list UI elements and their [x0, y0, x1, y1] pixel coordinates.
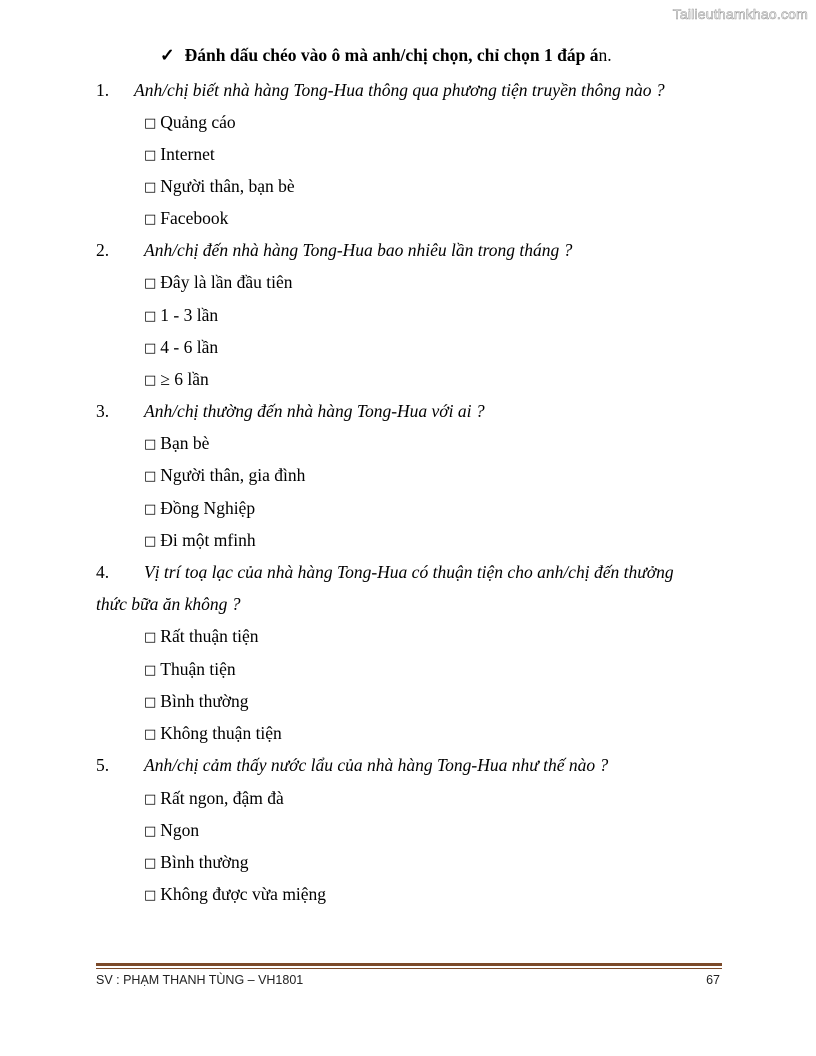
option-label: Rất ngon, đậm đà: [160, 788, 284, 808]
checkbox-icon[interactable]: □: [144, 148, 157, 163]
checkbox-icon[interactable]: □: [144, 792, 157, 807]
footer-divider-thin: [96, 968, 722, 969]
instruction-tail: n.: [598, 45, 612, 65]
checkbox-icon[interactable]: □: [144, 341, 157, 356]
option-label: Không thuận tiện: [160, 723, 282, 743]
option-label: Ngon: [160, 820, 200, 840]
option-label: Facebook: [160, 208, 229, 228]
footer-author: SV : PHẠM THANH TÙNG – VH1801: [96, 973, 304, 987]
option-label: 1 - 3 lần: [160, 305, 219, 325]
footer-divider: [96, 963, 722, 966]
checkbox-icon[interactable]: □: [144, 469, 157, 484]
option-label: Người thân, bạn bè: [160, 176, 295, 196]
question-text: Vị trí toạ lạc của nhà hàng Tong-Hua có thuận tiện cho anh/chị đến thưởng: [144, 562, 674, 582]
option-label: Bình thường: [160, 691, 249, 711]
option-label: Bạn bè: [160, 433, 210, 453]
option-label: Đồng Nghiệp: [160, 498, 256, 518]
option-label: Internet: [160, 144, 215, 164]
checkbox-icon[interactable]: □: [144, 630, 157, 645]
option-label: Bình thường: [160, 852, 249, 872]
option-label: Rất thuận tiện: [160, 626, 259, 646]
instruction-text: Đánh dấu chéo vào ô mà anh/chị chọn, chỉ chọn 1 đáp á: [184, 45, 599, 65]
checkbox-icon[interactable]: □: [144, 116, 157, 131]
option-label: Thuận tiện: [160, 659, 236, 679]
option-label: Không được vừa miệng: [160, 884, 327, 904]
option-label: Đi một mfinh: [160, 530, 256, 550]
instruction-line: [160, 45, 612, 66]
option-label: ≥ 6 lần: [160, 369, 209, 389]
question-number: 1.: [96, 80, 110, 100]
page-number: 67: [706, 973, 720, 987]
checkbox-icon[interactable]: □: [144, 856, 157, 871]
checkbox-icon[interactable]: □: [144, 373, 157, 388]
checkbox-icon[interactable]: □: [144, 695, 157, 710]
checkbox-icon[interactable]: □: [144, 212, 157, 227]
checkbox-icon[interactable]: □: [144, 437, 157, 452]
question-text: Anh/chị biết nhà hàng Tong-Hua thông qua phương tiện truyền thông nào ?: [134, 80, 665, 100]
checkbox-icon[interactable]: □: [144, 309, 157, 324]
checkbox-icon[interactable]: □: [144, 888, 157, 903]
question-number: 4.: [96, 562, 110, 582]
checkbox-icon[interactable]: □: [144, 276, 157, 291]
checkbox-icon[interactable]: □: [144, 502, 157, 517]
option-label: 4 - 6 lần: [160, 337, 219, 357]
checkbox-icon[interactable]: □: [144, 180, 157, 195]
checkbox-icon[interactable]: □: [144, 824, 157, 839]
checkbox-icon[interactable]: □: [144, 727, 157, 742]
question-text: Anh/chị cảm thấy nước lẩu của nhà hàng Tong-Hua như thế nào ?: [144, 755, 609, 775]
option-label: Quảng cáo: [160, 112, 236, 132]
option-label: Đây là lần đầu tiên: [160, 272, 293, 292]
question-text: Anh/chị thường đến nhà hàng Tong-Hua với ai ?: [144, 401, 485, 421]
checkbox-icon[interactable]: □: [144, 534, 157, 549]
question-number: 2.: [96, 240, 110, 260]
question-text: Anh/chị đến nhà hàng Tong-Hua bao nhiêu lần trong tháng ?: [144, 240, 573, 260]
checkmark-icon: ✓: [160, 45, 175, 65]
question-text-continuation: thức bữa ăn không ?: [96, 594, 241, 614]
checkbox-icon[interactable]: □: [144, 663, 157, 678]
option-label: Người thân, gia đình: [160, 465, 306, 485]
question-number: 5.: [96, 755, 110, 775]
question-number: 3.: [96, 401, 110, 421]
watermark: Tailieuthamkhao.com: [672, 6, 808, 22]
